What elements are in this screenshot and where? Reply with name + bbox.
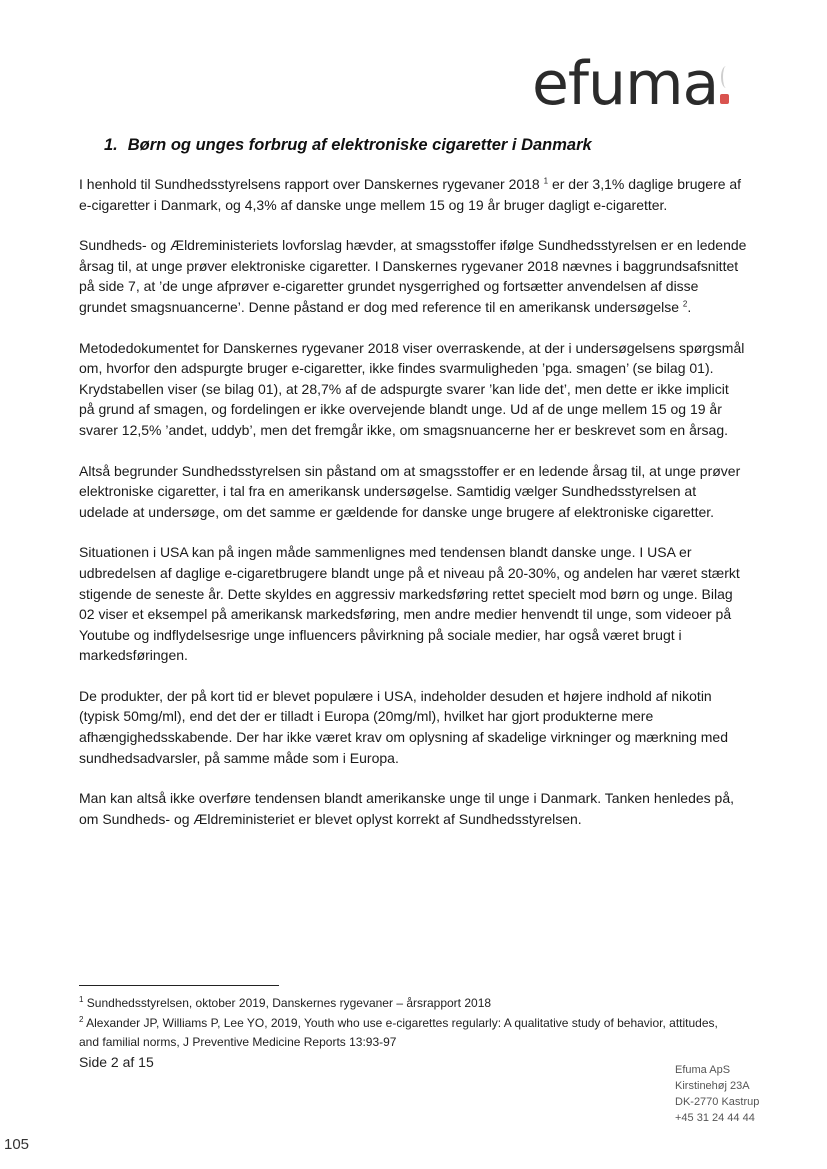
smoke-dot-icon xyxy=(718,44,732,104)
address-line: +45 31 24 44 44 xyxy=(675,1112,755,1124)
paragraph-3: Metodedokumentet for Danskernes rygevaner 2018 viser overraskende, at der i undersøgelsens spørgsmål om, hvorfor den adspurgte bruger e-cigaretter, ikke findes svarmuligheden ’pga. smagen’ (se bilag 01). Krydstabellen viser (se bilag 01), at 28,7% af de adspurgte svarer ’kan lide det’, men dette er ikke implicit på grund af smagen, og fordelingen er ikke overvejende blandt unge. Ud af de unge mellem 15 og 19 år svarer 12,5% ’andet, uddyb’, men det fremgår ikke, om smagsnuancerne her er beskrevet som en årsag. xyxy=(79,339,745,438)
body-text xyxy=(79,174,747,849)
section-title: Børn og unges forbrug af elektroniske cigaretter i Danmark xyxy=(127,136,592,154)
paragraph-5: Situationen i USA kan på ingen måde sammenlignes med tendensen blandt danske unge. I USA er udbredelsen af daglige e-cigaretbrugere blandt unge på et niveau på 20-30%, og andelen har været stærkt stigende de seneste år. Dette skyldes en aggressiv markedsføring rettet specielt mod børn og unge. Bilag 02 viser et eksempel på amerikansk markedsføring, men andre medier henvendt til unge, som videoer på Youtube og indflydelsesrige unge influencers påvirkning på sociale medier, har også været brugt i markedsføringen. xyxy=(79,544,740,664)
footnote-number: 1 xyxy=(79,995,84,1004)
footnote-text: Sundhedsstyrelsen, oktober 2019, Danskernes rygevaner – årsrapport 2018 xyxy=(86,996,492,1010)
footnote-ref-2: 2 xyxy=(682,299,688,309)
paragraph-text: . xyxy=(687,298,692,315)
paragraph-2 xyxy=(79,235,747,317)
paragraph-1 xyxy=(79,174,747,215)
footnote-text: Alexander JP, Williams P, Lee YO, 2019, Youth who use e-cigarettes regularly: A qualitative study of behavior, attitudes, and familial norms, J Preventive Medicine Reports 13:93-97 xyxy=(79,1015,718,1049)
paragraph-4: Altså begrunder Sundhedsstyrelsen sin påstand om at smagsstoffer er en ledende årsag til, at unge prøver elektroniske cigaretter, i tal fra en amerikansk undersøgelse. Samtidig vælger Sundhedsstyrelsen at udelade at undersøge, om det samme er gældende for danske unge brugere af elektroniske cigaretter. xyxy=(79,462,741,520)
section-number: 1. xyxy=(104,136,118,154)
address-line: Efuma ApS xyxy=(675,1064,731,1076)
efuma-logo xyxy=(532,44,732,119)
paragraph-6: De produkter, der på kort tid er blevet populære i USA, indeholder desuden et højere indhold af nikotin (typisk 50mg/ml), end det der er tilladt i Europa (20mg/ml), hvilket har gjort produkterne mere afhængighedsskabende. Der har ikke været krav om oplysning af skadelige virkninger og mærkning med sundhedsadvarsler, på samme måde som i Europa. xyxy=(79,687,728,766)
footnote-ref-1: 1 xyxy=(543,176,549,186)
address-line: DK-2770 Kastrup xyxy=(675,1096,760,1108)
paragraph-7: Man kan altså ikke overføre tendensen blandt amerikanske unge til unge i Danmark. Tanken henledes på, om Sundheds- og Ældreministeriet er blevet oplyst korrekt af Sundhedsstyrelsen. xyxy=(79,790,735,827)
footnote-2 xyxy=(79,1014,719,1053)
address-line: Kirstinehøj 23A xyxy=(675,1080,750,1092)
company-address xyxy=(675,1062,759,1126)
margin-number: 105 xyxy=(4,1136,30,1153)
footnote-number: 2 xyxy=(79,1014,84,1024)
page-number: Side 2 af 15 xyxy=(79,1054,154,1070)
logo-wordmark: efuma xyxy=(532,49,719,119)
paragraph-text: er der 3,1% daglige brugere af e-cigaretter i Danmark, og 4,3% af danske unge mellem 15 og 19 år bruger dagligt e-cigaretter. xyxy=(79,176,742,213)
paragraph-text: Sundheds- og Ældreministeriets lovforslag hævder, at smagsstoffer ifølge Sundhedsstyrelsen er en ledende årsag til, at unge prøver elektroniske cigaretter. I Danskernes rygevaner 2018 nævnes i baggrundsafsnittet på side 7, at ’de unge afprøver e-cigaretter grundet nysgerrighed og fortsætter anvendelsen af disse grundet smagsnuancerne’. Denne påstand er dog med reference til en amerikansk undersøgelse xyxy=(79,237,747,315)
footnotes xyxy=(79,994,719,1053)
section-heading xyxy=(104,136,592,155)
paragraph-text: I henhold til Sundhedsstyrelsens rapport over Danskernes rygevaner 2018 xyxy=(79,176,540,192)
footnote-1 xyxy=(79,994,719,1014)
footnote-divider xyxy=(79,985,279,986)
